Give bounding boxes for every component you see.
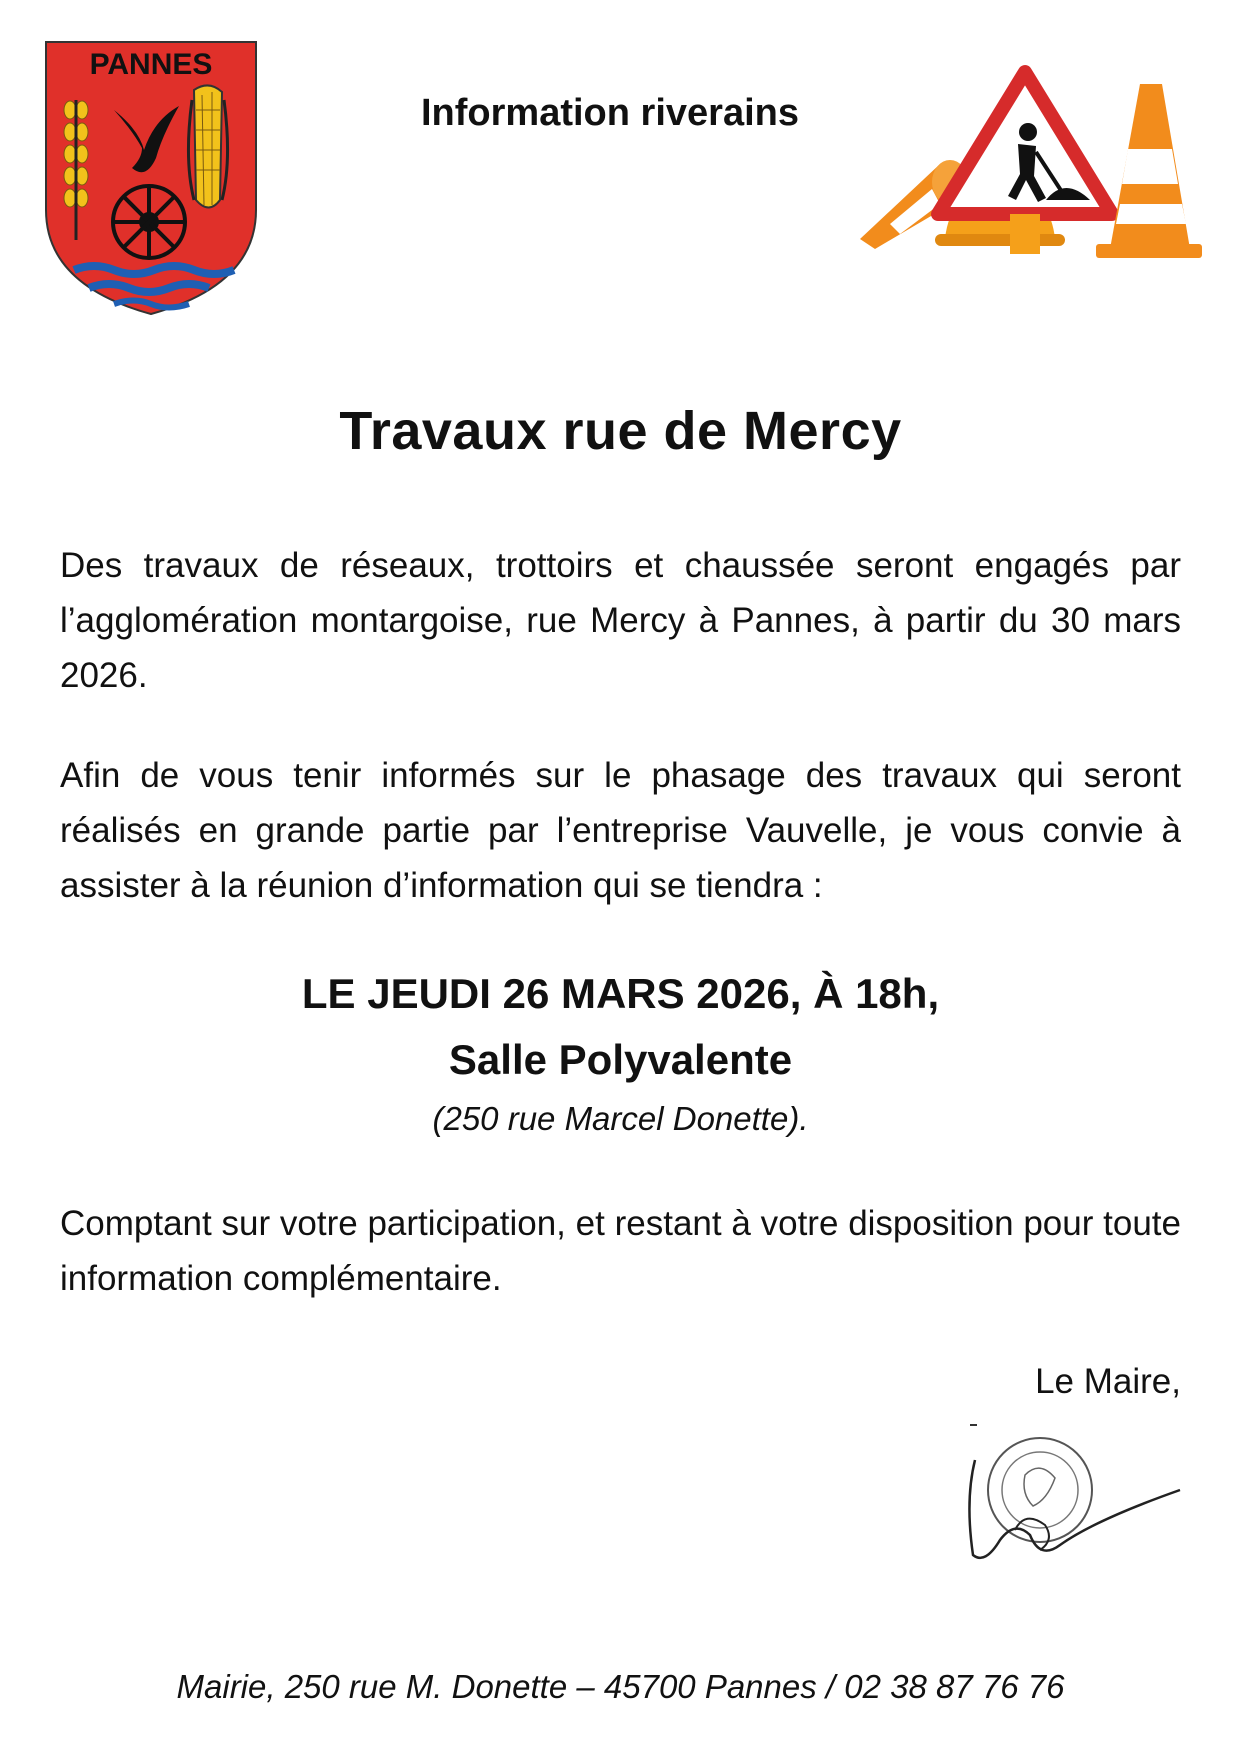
closing-signoff: Le Maire, bbox=[1035, 1362, 1181, 1401]
header-title: Information riverains bbox=[421, 92, 799, 134]
document-title: Travaux rue de Mercy bbox=[339, 401, 902, 461]
paragraph-invitation: Afin de vous tenir informés sur le phasage des travaux qui seront réalisés en grande partie par l’entreprise Vauvelle, je vous convie à assister à la réunion d’information qui se tiendra : bbox=[60, 756, 1181, 905]
event-date: LE JEUDI 26 MARS 2026, À 18h, bbox=[301, 970, 940, 1017]
event-venue: Salle Polyvalente bbox=[448, 1036, 793, 1083]
paragraph-closing: Comptant sur votre participation, et restant à votre disposition pour toute information complémentaire. bbox=[60, 1204, 1181, 1298]
paragraph-intro: Des travaux de réseaux, trottoirs et chaussée seront engagés par l’agglomération montargoise, rue Mercy à Pannes, à partir du 30 mars 2026. bbox=[60, 546, 1181, 695]
footer-contact: Mairie, 250 rue M. Donette – 45700 Pannes / 02 38 87 76 76 bbox=[176, 1668, 1065, 1705]
crest-text: PANNES bbox=[89, 48, 213, 81]
event-address: (250 rue Marcel Donette). bbox=[432, 1100, 809, 1137]
coat-of-arms-icon bbox=[44, 40, 258, 316]
roadworks-sign-icon bbox=[850, 64, 1202, 264]
signature-stamp-icon bbox=[955, 1420, 1185, 1580]
